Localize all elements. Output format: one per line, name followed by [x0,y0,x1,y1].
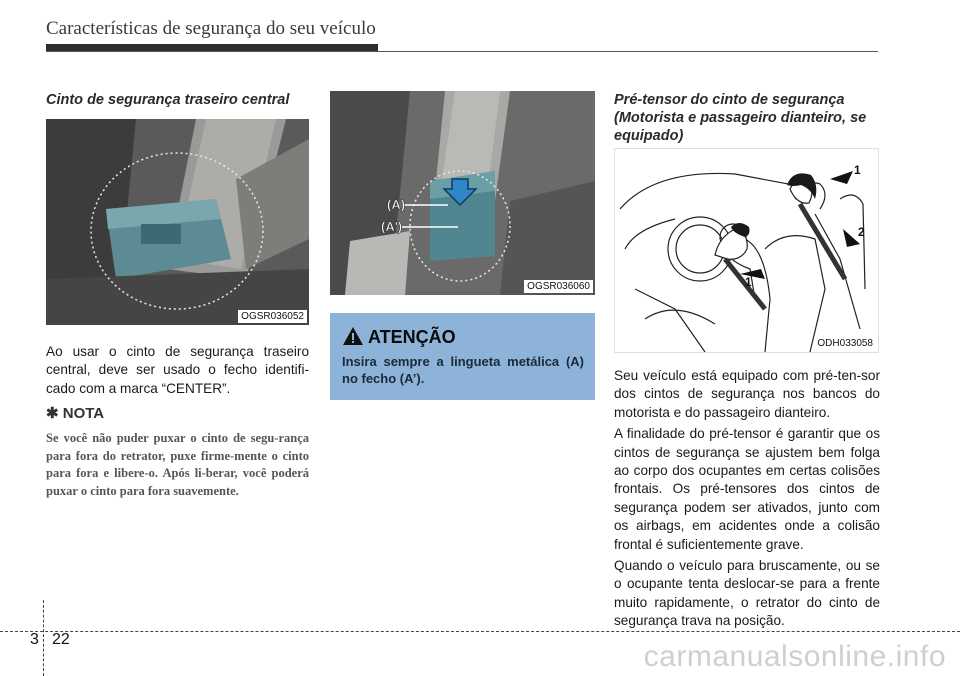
footer-divider [43,600,44,676]
asterisk-icon: ✱ [46,405,59,422]
callout-2: 2 [858,225,865,239]
image-code-right: ODH033058 [814,337,876,350]
warning-triangle-icon [342,326,364,346]
paragraph-center-belt: Ao usar o cinto de segurança traseiro central, deve ser usado o fecho identifi-cado com a marca “CENTER”. [46,344,309,396]
label-a-prime: (A') [381,219,403,234]
nota-title: NOTA [62,405,105,422]
photo-rear-center-buckle [46,119,309,325]
callout-1-bottom: 1 [745,275,752,289]
pretensioner-text [614,367,880,634]
label-a: (A) [387,197,406,212]
warning-text: Insira sempre a lingueta metálica (A) no fecho (A’). [342,354,584,386]
footer-rule [0,631,960,632]
image-code-middle: OGSR036060 [524,280,593,293]
pretensioner-paragraph-2: A finalidade do pré-tensor é garantir que os cintos de segurança se ajustem bem folga ao corpo dos ocupantes em certas colisões frontais. Os pré-tensores dos cintos de segurança podem ser ativados, junto com os airbags, em acidentes onde a colisão frontal é suficientemente grave. [614,426,880,552]
callout-1-top: 1 [854,163,861,177]
section-title-pretensioner: Pré-tensor do cinto de segurança (Motorista e passageiro dianteiro, se equipado) [614,92,867,144]
page-number: 22 [52,631,70,648]
pretensioner-paragraph-1: Seu veículo está equipado com pré-ten-sor dos cintos de segurança nos bancos do motorista e do passageiro dianteiro. [614,368,880,420]
buckle-illustration [46,119,309,325]
pretensioner-paragraph-3: Quando o veículo para bruscamente, ou se o ocupante tenta deslocar-se para a frente muito rapidamente, o retrator do cinto de segurança trava na posição. [614,558,880,629]
warning-title: ATENÇÃO [368,327,456,347]
nota-heading [46,404,104,422]
buckle-insert-illustration [330,91,595,295]
illustration-pretensioner [614,148,879,353]
page-header-title: Características de segurança do seu veículo [46,18,376,39]
photo-buckle-insert [330,91,595,295]
image-code-left: OGSR036052 [238,310,307,323]
watermark: carmanualsonline.info [643,640,946,673]
chapter-number: 3 [30,631,39,648]
header-rule [46,51,878,52]
pretensioner-drawing [615,149,878,352]
nota-text: Se você não puder puxar o cinto de segu-rança para fora do retrator, puxe firme-mente o cinto para fora e libere-o. Após li-berar, você poderá puxar o cinto para fora suavemente. [46,431,309,498]
section-title-rear-center-belt: Cinto de segurança traseiro central [46,92,290,108]
warning-box [330,313,595,400]
